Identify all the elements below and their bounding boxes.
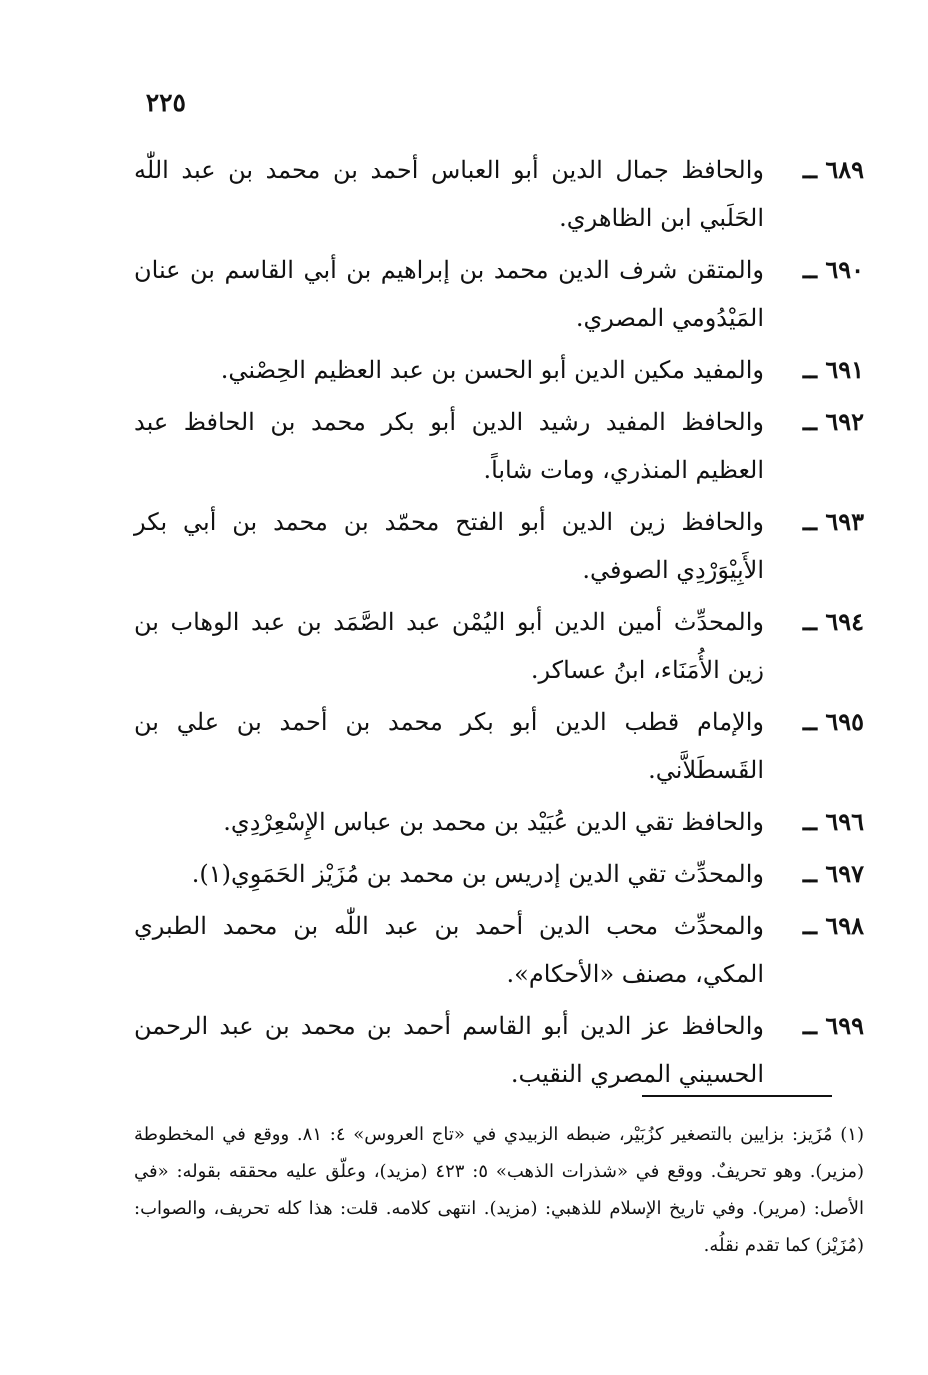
entry-number: ٦٩٦ ــ — [802, 807, 864, 836]
page-number: ٢٢٥ — [145, 88, 186, 117]
entry-698 — [134, 902, 864, 998]
entry-692 — [134, 398, 864, 494]
entry-689 — [134, 146, 864, 242]
entry-696 — [134, 798, 864, 846]
footnote: (١) مُزَيز: بزايين بالتصغير كزُبَيْر، ضبطه الزبيدي في «تاج العروس» ٤: ٨١. ووقع في المخطوطة (مزير). وهو تحريفٌ. ووقع في «شذرات الذهب» ٥: ٤٢٣ (مزيد)، وعلّق عليه محققه بقوله: «في الأصل: (مرير). وفي تاريخ الإسلام للذهبي: (مزيد). انتهى كلامه. قلت: هذا كله تحريف، والصواب: (مُزَيْز) كما تقدم نقلُه. — [134, 1124, 864, 1256]
entry-690 — [134, 246, 864, 342]
entry-text: والإمام قطب الدين أبو بكر محمد بن أحمد بن علي بن القَسطَلاَّني. — [134, 708, 764, 784]
entry-number: ٦٩٢ ــ — [802, 407, 864, 436]
entry-text: والمحدِّث محب الدين أحمد بن عبد اللّٰه بن محمد الطبري المكي، مصنف «الأحكام». — [134, 912, 764, 988]
entries-list — [134, 146, 864, 1102]
entry-number: ٦٩٩ ــ — [802, 1011, 864, 1040]
entry-text: والمتقن شرف الدين محمد بن إبراهيم بن أبي القاسم بن عنان المَيْدُومي المصري. — [134, 256, 764, 332]
entry-text: والحافظ المفيد رشيد الدين أبو بكر محمد بن الحافظ عبد العظيم المنذري، ومات شاباً. — [134, 408, 764, 484]
entry-text: والمحدِّث تقي الدين إدريس بن محمد بن مُزَيْز الحَمَوِي(١). — [191, 860, 764, 888]
entry-697 — [134, 850, 864, 898]
entry-694 — [134, 598, 864, 694]
entry-number: ٦٩٠ ــ — [802, 255, 864, 284]
entry-text: والمحدِّث أمين الدين أبو اليُمْن عبد الصَّمَد بن عبد الوهاب بن زين الأُمَنَاء، ابنُ عساكر. — [134, 608, 764, 684]
entry-691 — [134, 346, 864, 394]
entry-695 — [134, 698, 864, 794]
entry-number: ٦٩٤ ــ — [802, 607, 864, 636]
entry-number: ٦٩٥ ــ — [802, 707, 864, 736]
entry-text: والحافظ تقي الدين عُبَيْد بن محمد بن عباس الإِسْعِرْدِي. — [223, 808, 764, 836]
entry-number: ٦٩١ ــ — [802, 355, 864, 384]
entry-number: ٦٩٧ ــ — [802, 859, 864, 888]
entry-text: والحافظ عز الدين أبو القاسم أحمد بن محمد بن عبد الرحمن الحسيني المصري النقيب. — [134, 1012, 765, 1088]
entry-number: ٦٩٨ ــ — [802, 911, 864, 940]
entry-text: والحافظ جمال الدين أبو العباس أحمد بن محمد بن عبد اللّٰه الحَلَبي ابن الظاهري. — [134, 156, 764, 232]
footnote-divider — [642, 1095, 832, 1097]
entry-693 — [134, 498, 864, 594]
entry-number: ٦٩٣ ــ — [802, 507, 864, 536]
entry-number: ٦٨٩ ــ — [802, 155, 864, 184]
entry-text: والحافظ زين الدين أبو الفتح محمّد بن محمد بن أبي بكر الأَبِيْوَرْدِي الصوفي. — [134, 508, 764, 584]
entry-699 — [134, 1002, 864, 1098]
entry-text: والمفيد مكين الدين أبو الحسن بن عبد العظيم الحِصْني. — [220, 356, 764, 384]
